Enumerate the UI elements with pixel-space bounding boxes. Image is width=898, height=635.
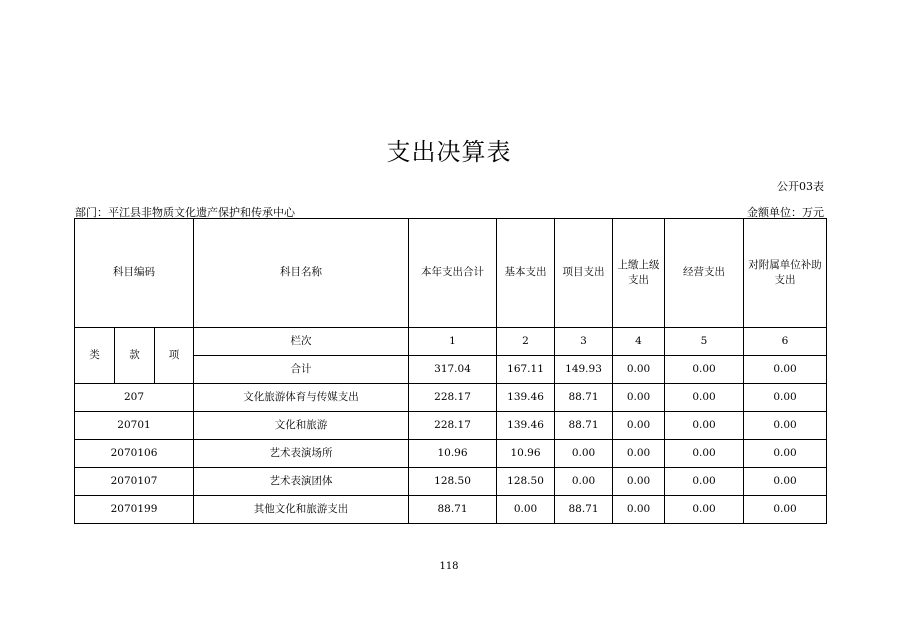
amount-cell: 0.00 xyxy=(744,496,827,524)
column-index-label: 栏次 xyxy=(194,328,409,356)
subject-name: 文化和旅游 xyxy=(194,412,409,440)
amount-cell: 139.46 xyxy=(497,384,555,412)
subject-code: 207 xyxy=(75,384,194,412)
amount-cell: 0.00 xyxy=(665,384,744,412)
subject-code: 2070106 xyxy=(75,440,194,468)
table-row xyxy=(75,412,827,440)
total-value-2: 167.11 xyxy=(497,356,555,384)
table-row xyxy=(75,384,827,412)
total-label: 合计 xyxy=(194,356,409,384)
subject-code: 2070107 xyxy=(75,468,194,496)
amount-cell: 0.00 xyxy=(744,440,827,468)
total-value-5: 0.00 xyxy=(665,356,744,384)
column-index-5: 5 xyxy=(665,328,744,356)
unit-label: 金额单位：万元 xyxy=(747,206,824,219)
amount-cell: 0.00 xyxy=(744,412,827,440)
department-label: 部门：平江县非物质文化遗产保护和传承中心 xyxy=(75,206,295,219)
amount-cell: 0.00 xyxy=(613,412,665,440)
amount-cell: 0.00 xyxy=(555,440,613,468)
total-value-1: 317.04 xyxy=(409,356,497,384)
expenditure-table xyxy=(74,218,827,524)
amount-cell: 88.71 xyxy=(555,412,613,440)
header-col4-line2: 支出 xyxy=(628,274,650,286)
amount-cell: 0.00 xyxy=(613,496,665,524)
total-value-6: 0.00 xyxy=(744,356,827,384)
subject-name: 文化旅游体育与传媒支出 xyxy=(194,384,409,412)
subject-name: 艺术表演场所 xyxy=(194,440,409,468)
column-index-row xyxy=(75,328,827,356)
amount-cell: 0.00 xyxy=(613,468,665,496)
header-col1: 本年支出合计 xyxy=(409,219,497,328)
header-col5: 经营支出 xyxy=(665,219,744,328)
amount-cell: 228.17 xyxy=(409,412,497,440)
header-col6 xyxy=(744,219,827,328)
amount-cell: 88.71 xyxy=(555,384,613,412)
amount-cell: 0.00 xyxy=(555,468,613,496)
amount-cell: 10.96 xyxy=(409,440,497,468)
header-row xyxy=(75,219,827,328)
header-col4-line1: 上缴上级 xyxy=(617,258,660,271)
subject-name: 其他文化和旅游支出 xyxy=(194,496,409,524)
amount-cell: 0.00 xyxy=(665,468,744,496)
header-col6-line2: 支出 xyxy=(774,274,796,286)
table-row xyxy=(75,440,827,468)
amount-cell: 128.50 xyxy=(497,468,555,496)
total-value-4: 0.00 xyxy=(613,356,665,384)
amount-cell: 88.71 xyxy=(409,496,497,524)
header-col4 xyxy=(613,219,665,328)
form-code: 公开03表 xyxy=(777,180,824,193)
amount-cell: 88.71 xyxy=(555,496,613,524)
total-value-3: 149.93 xyxy=(555,356,613,384)
table-row xyxy=(75,468,827,496)
amount-cell: 0.00 xyxy=(613,440,665,468)
subject-code: 20701 xyxy=(75,412,194,440)
amount-cell: 0.00 xyxy=(613,384,665,412)
header-col2: 基本支出 xyxy=(497,219,555,328)
header-col6-line1: 对附属单位补助 xyxy=(748,258,822,271)
code-level-kuan: 款 xyxy=(115,328,155,384)
table-row xyxy=(75,496,827,524)
amount-cell: 0.00 xyxy=(744,384,827,412)
column-index-6: 6 xyxy=(744,328,827,356)
amount-cell: 10.96 xyxy=(497,440,555,468)
column-index-3: 3 xyxy=(555,328,613,356)
amount-cell: 0.00 xyxy=(744,468,827,496)
amount-cell: 128.50 xyxy=(409,468,497,496)
amount-cell: 228.17 xyxy=(409,384,497,412)
amount-cell: 0.00 xyxy=(665,496,744,524)
amount-cell: 139.46 xyxy=(497,412,555,440)
page-number: 118 xyxy=(439,561,459,572)
column-index-2: 2 xyxy=(497,328,555,356)
code-level-lei: 类 xyxy=(75,328,115,384)
column-index-4: 4 xyxy=(613,328,665,356)
header-col3: 项目支出 xyxy=(555,219,613,328)
amount-cell: 0.00 xyxy=(665,440,744,468)
header-subject-code: 科目编码 xyxy=(75,219,194,328)
subject-code: 2070199 xyxy=(75,496,194,524)
amount-cell: 0.00 xyxy=(665,412,744,440)
subject-name: 艺术表演团体 xyxy=(194,468,409,496)
column-index-1: 1 xyxy=(409,328,497,356)
header-subject-name: 科目名称 xyxy=(194,219,409,328)
amount-cell: 0.00 xyxy=(497,496,555,524)
page-title: 支出决算表 xyxy=(386,138,512,166)
code-level-xiang: 项 xyxy=(155,328,194,384)
